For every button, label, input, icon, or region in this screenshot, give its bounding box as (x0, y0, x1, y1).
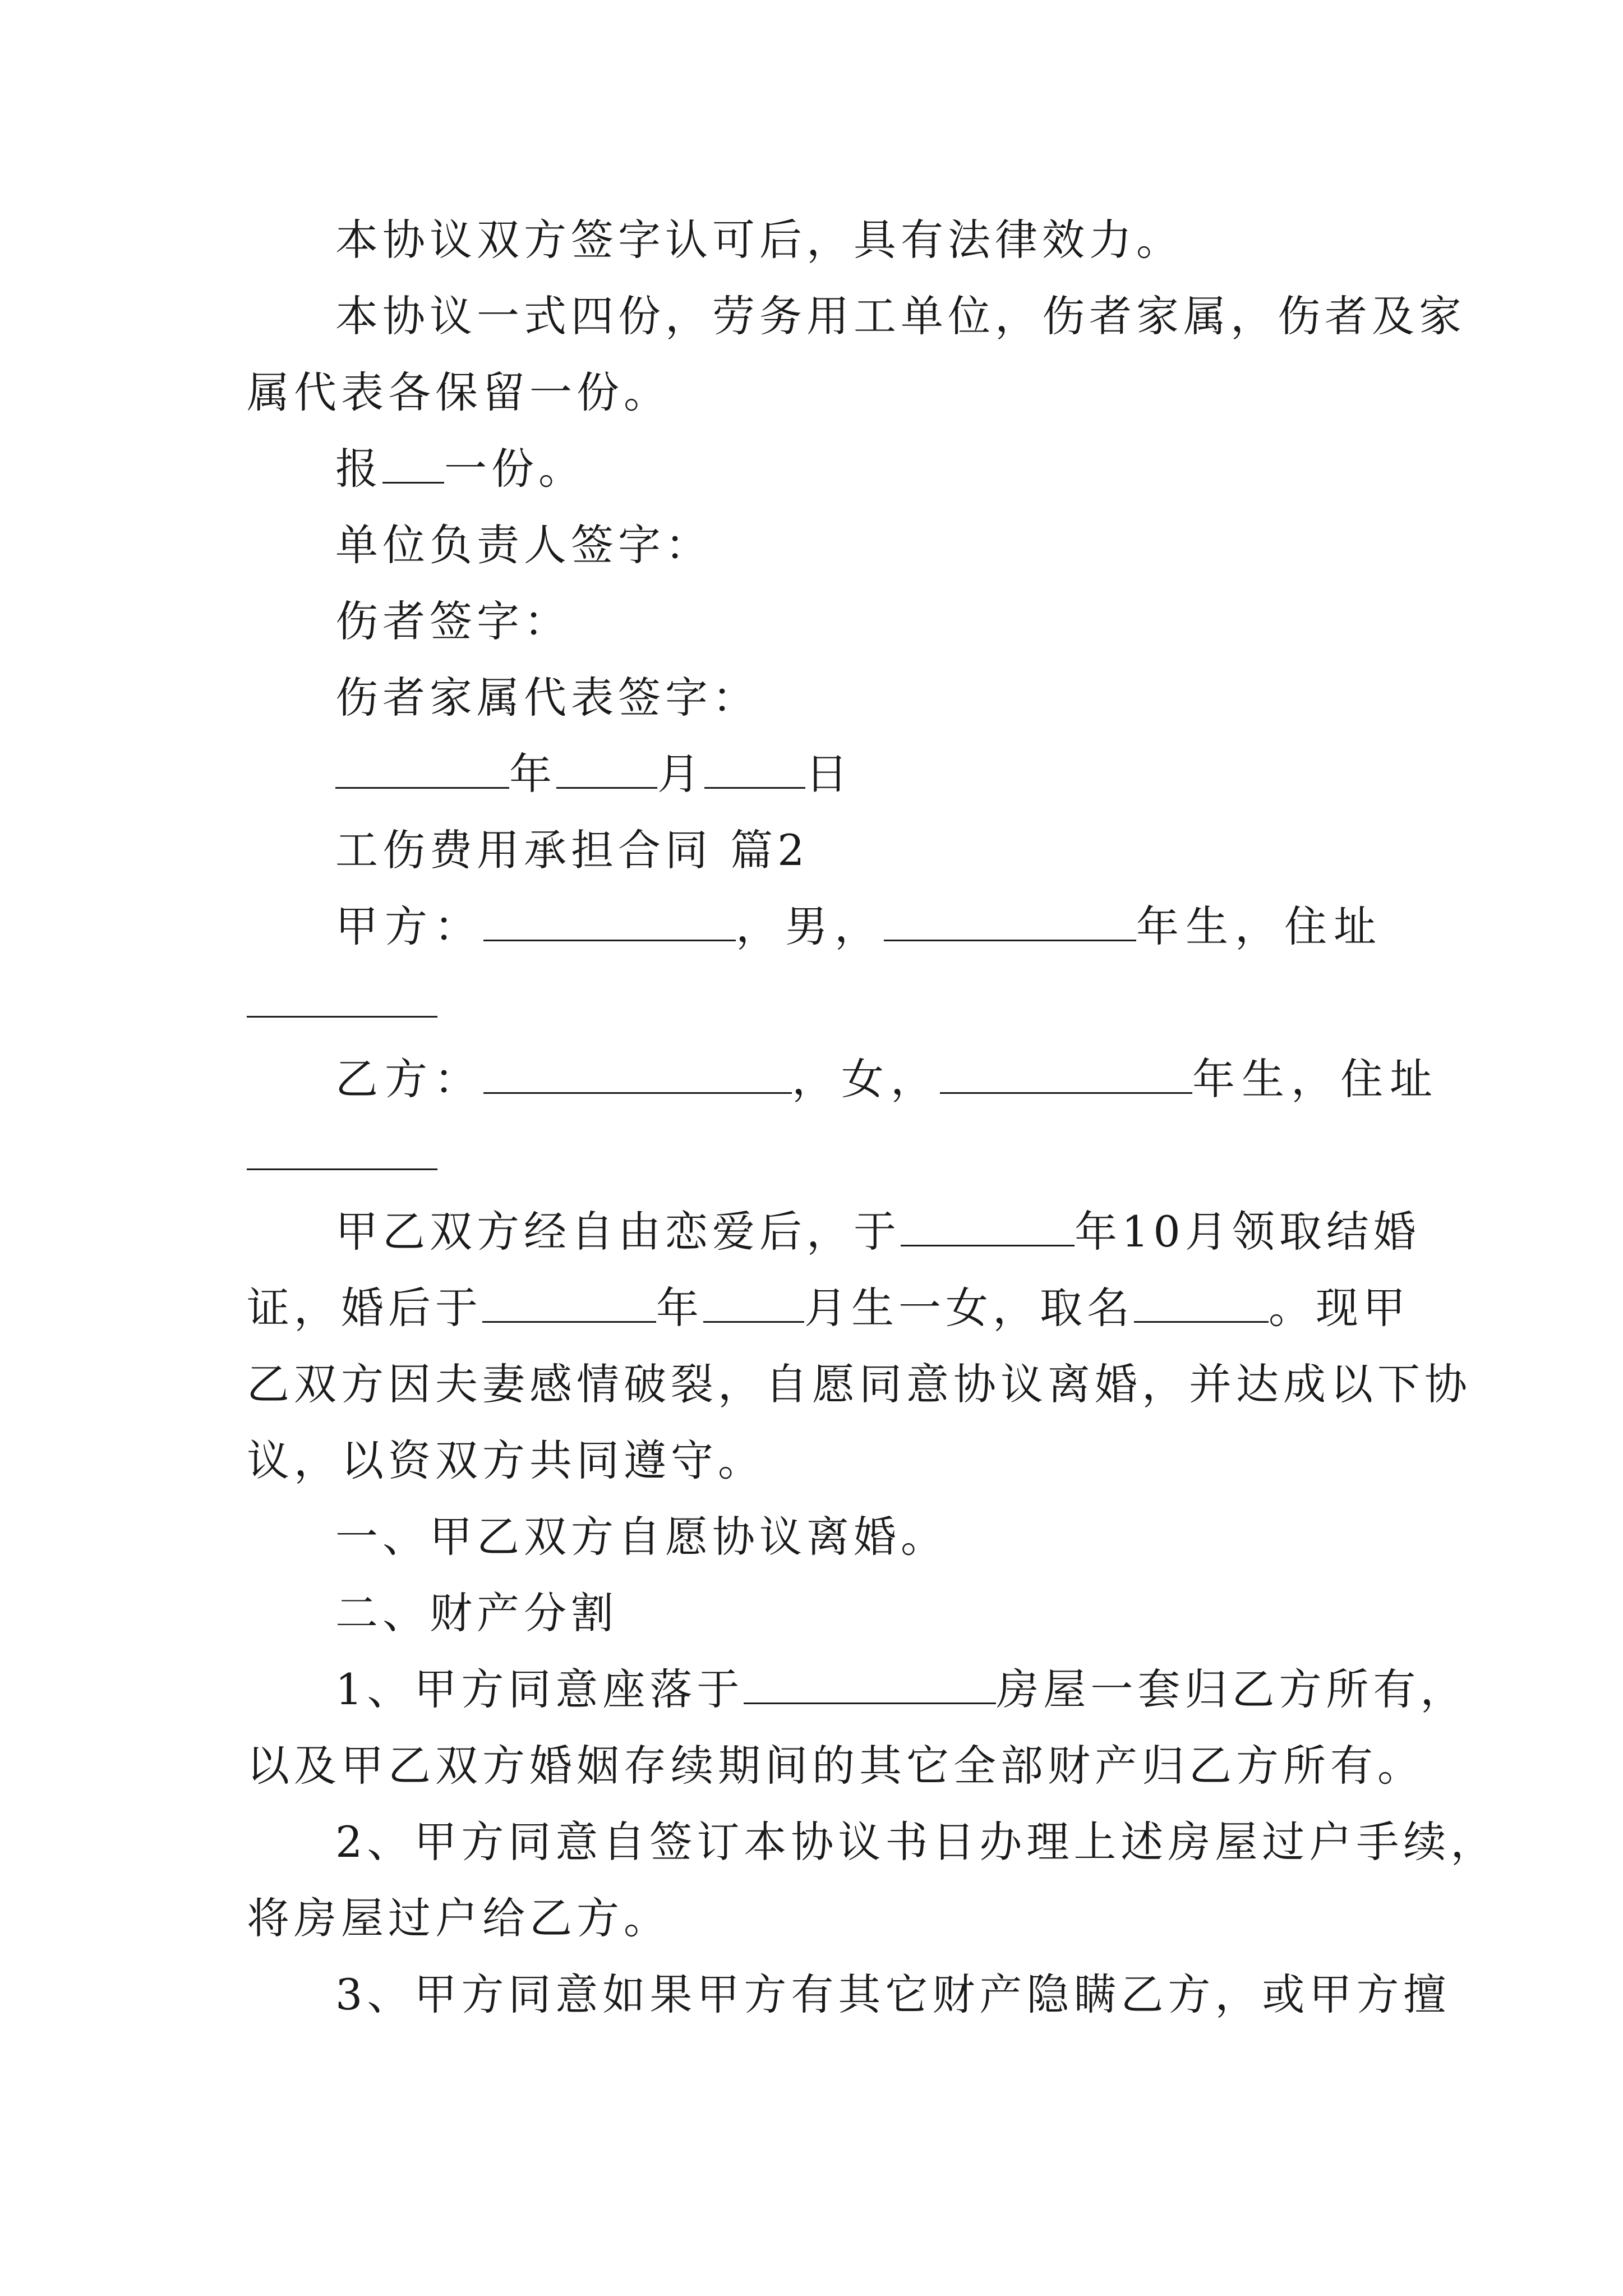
section-title (247, 812, 1380, 889)
item-3 (247, 1957, 1451, 2033)
text-line: 单位负责人签字： (335, 520, 712, 570)
blank-name (483, 908, 736, 941)
item-1 (247, 1651, 1468, 1728)
blank-birth-year (884, 908, 1136, 941)
text-line: 一、甲乙双方自愿协议离婚。 (335, 1512, 948, 1562)
paragraph-copies-cont (247, 355, 1380, 431)
day-label: 日 (805, 749, 852, 799)
text-line: 年10月领取结婚 (1075, 1207, 1421, 1257)
paragraph-marriage-cont2 (247, 1346, 1472, 1423)
text-line: 本协议双方签字认可后，具有法律效力。 (335, 215, 1183, 265)
text-line: 1、甲方同意座落于 (335, 1664, 744, 1714)
paragraph-copies (247, 278, 1466, 355)
paragraph-report (247, 431, 1380, 507)
blank-year (901, 1213, 1075, 1246)
item-1-cont (247, 1728, 1424, 1804)
paragraph-marriage-cont (247, 1270, 1410, 1346)
text-line: 议，以资双方共同遵守。 (247, 1435, 765, 1485)
item-2 (247, 1804, 1498, 1880)
signature-injured (247, 583, 1380, 660)
clause-2 (247, 1575, 1380, 1651)
party-a-label: 甲方： (335, 901, 483, 951)
signature-family-rep (247, 660, 1380, 736)
text-line: 房屋一套归乙方所有， (996, 1664, 1468, 1714)
paragraph-effect (247, 202, 1380, 278)
document-body (247, 202, 1498, 2033)
text-line: 证，婚后于 (247, 1283, 482, 1333)
paragraph-marriage (247, 1194, 1421, 1270)
blank-day (704, 756, 805, 789)
year-label: 年 (509, 749, 556, 799)
text-line: 年 (656, 1283, 703, 1333)
month-label: 月 (657, 749, 704, 799)
party-b-address (247, 1117, 1380, 1194)
blank-month (703, 1290, 804, 1323)
text-line: 本协议一式四份，劳务用工单位，伤者家属，伤者及家 (335, 291, 1466, 341)
paragraph-marriage-cont3 (247, 1423, 1380, 1499)
blank-field (382, 450, 444, 484)
text-line: 伤者签字： (335, 596, 571, 646)
birth-address-label: 年生，住址 (1192, 1054, 1439, 1104)
blank-child-name (1134, 1290, 1269, 1323)
gender-label: ，女， (792, 1054, 940, 1104)
party-a-line (247, 889, 1383, 965)
blank-birth-year (940, 1061, 1192, 1094)
blank-address (247, 984, 437, 1018)
text-line: 工伤费用承担合同 篇2 (335, 825, 809, 875)
signature-unit-head (247, 507, 1380, 583)
text-line: 乙双方因夫妻感情破裂，自愿同意协议离婚，并达成以下协 (247, 1359, 1472, 1409)
date-line (247, 736, 1380, 812)
text-line: 属代表各保留一份。 (247, 367, 671, 417)
text-line: 2、甲方同意自签订本协议书日办理上述房屋过户手续， (335, 1817, 1498, 1867)
text-line: 3、甲方同意如果甲方有其它财产隐瞒乙方，或甲方擅 (335, 1970, 1451, 2019)
gender-label: ，男， (736, 901, 884, 951)
clause-1 (247, 1499, 1380, 1575)
text-line: 二、财产分割 (335, 1588, 618, 1638)
blank-month (556, 756, 657, 789)
text-line: 甲乙双方经自由恋爱后，于 (335, 1207, 901, 1257)
party-a-address (247, 965, 1380, 1041)
text-line: 将房屋过户给乙方。 (247, 1893, 671, 1943)
blank-name (483, 1061, 792, 1094)
blank-year (482, 1290, 656, 1323)
blank-year (335, 756, 509, 789)
text-line: 一份。 (444, 444, 585, 494)
party-b-label: 乙方： (335, 1054, 483, 1104)
text-line: 以及甲乙双方婚姻存续期间的其它全部财产归乙方所有。 (247, 1741, 1424, 1791)
text-line: 月生一女，取名 (804, 1283, 1134, 1333)
text-line: 。现甲 (1269, 1283, 1410, 1333)
birth-address-label: 年生，住址 (1136, 901, 1383, 951)
item-2-cont (247, 1880, 1380, 1957)
text-line: 报 (335, 444, 382, 494)
blank-location (744, 1671, 996, 1704)
text-line: 伤者家属代表签字： (335, 673, 759, 723)
blank-address (247, 1137, 437, 1170)
party-b-line (247, 1041, 1439, 1117)
